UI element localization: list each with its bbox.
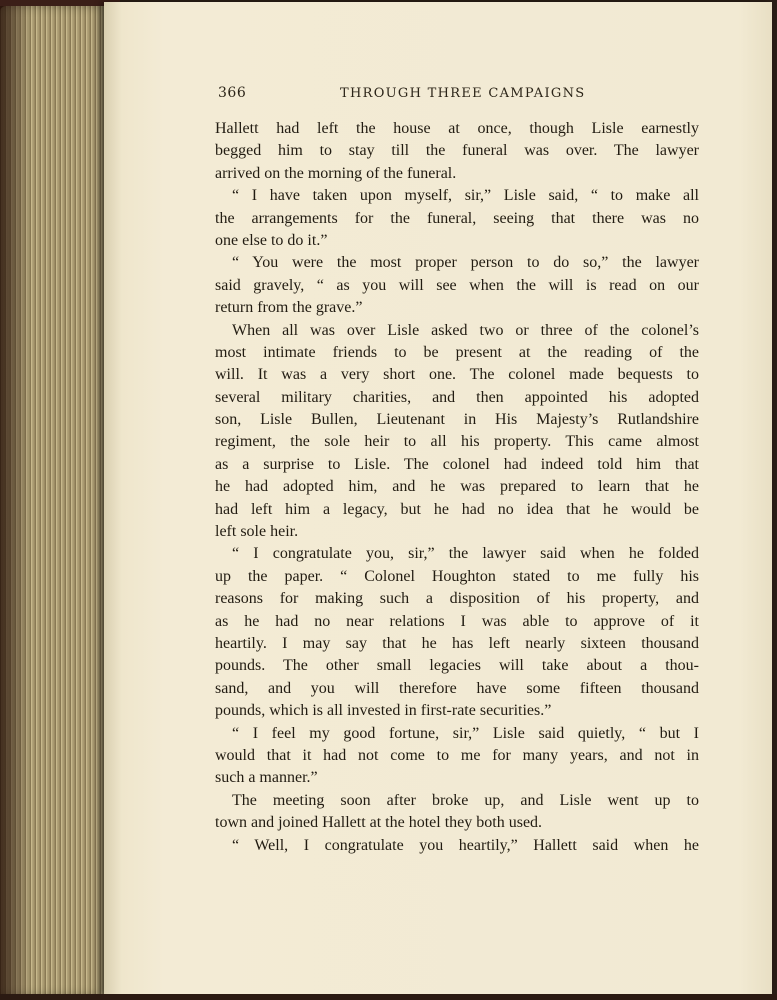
text-line: such a manner.”: [215, 769, 318, 787]
text-line: When all was over Lisle asked two or three of the colonel’s: [232, 321, 699, 339]
text-line: arrived on the morning of the funeral.: [215, 164, 457, 182]
text-line: heartily. I may say that he has left nearly sixteen thousand: [215, 634, 699, 652]
text-line: return from the grave.”: [215, 299, 363, 317]
text-line: “ I have taken upon myself, sir,” Lisle said, “ to make all: [232, 187, 699, 205]
text-line: regiment, the sole heir to all his property. This came almost: [215, 433, 699, 451]
text-line: town and joined Hallett at the hotel they both used.: [215, 814, 543, 832]
text-line: “ I congratulate you, sir,” the lawyer said when he folded: [232, 545, 699, 563]
body-text: [215, 118, 699, 857]
text-line: one else to do it.”: [215, 231, 328, 249]
text-line: begged him to stay till the funeral was over. The lawyer: [215, 142, 699, 160]
text-line: “ I feel my good fortune, sir,” Lisle said quietly, “ but I: [232, 724, 699, 742]
text-line: had left him a legacy, but he had no idea that he would be: [215, 500, 699, 518]
text-line: “ You were the most proper person to do so,” the lawyer: [232, 254, 699, 272]
text-line: the arrangements for the funeral, seeing that there was no: [215, 209, 699, 227]
text-line: several military charities, and then appointed his adopted: [215, 388, 699, 406]
text-line: as a surprise to Lisle. The colonel had indeed told him that: [215, 455, 699, 473]
text-line: reasons for making such a disposition of his property, and: [215, 590, 699, 608]
text-line: sand, and you will therefore have some fifteen thousand: [215, 679, 699, 697]
text-line: will. It was a very short one. The colonel made bequests to: [215, 366, 699, 384]
text-line: son, Lisle Bullen, Lieutenant in His Majesty’s Rutlandshire: [215, 411, 699, 429]
page-edge-shadow: [0, 6, 30, 996]
text-line: pounds. The other small legacies will take about a thou-: [215, 657, 699, 675]
text-line: as he had no near relations I was able to approve of it: [215, 612, 699, 630]
text-line: would that it had not come to me for many years, and not in: [215, 746, 699, 764]
text-line: left sole heir.: [215, 523, 299, 541]
text-line: Hallett had left the house at once, though Lisle earnestly: [215, 120, 699, 137]
text-line: “ Well, I congratulate you heartily,” Hallett said when he: [232, 836, 699, 854]
text-line: said gravely, “ as you will see when the will is read on our: [215, 276, 699, 294]
text-line: most intimate friends to be present at the reading of the: [215, 343, 699, 361]
page-number: 366: [218, 85, 247, 101]
book-cover-bottom: [0, 994, 777, 1000]
text-line: he had adopted him, and he was prepared to learn that he: [215, 478, 699, 496]
text-line: pounds, which is all invested in first-rate securities.”: [215, 702, 552, 720]
running-head-title: THROUGH THREE CAMPAIGNS: [340, 86, 586, 101]
text-line: The meeting soon after broke up, and Lisle went up to: [232, 791, 699, 809]
text-line: up the paper. “ Colonel Houghton stated to me fully his: [215, 567, 699, 585]
